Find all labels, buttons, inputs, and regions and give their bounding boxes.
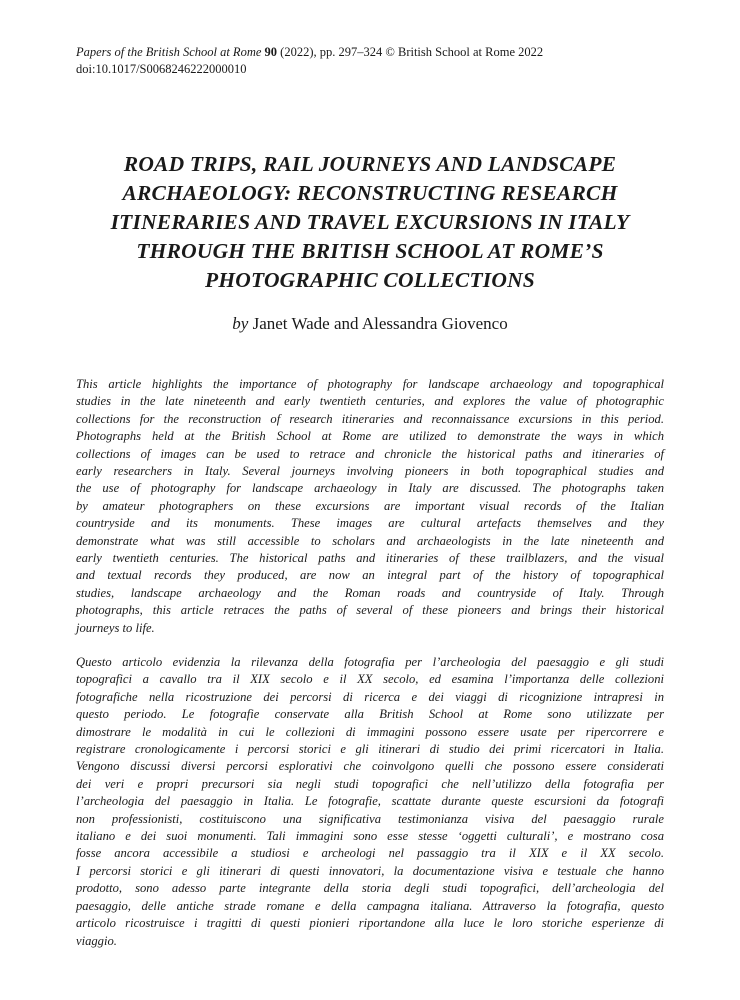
abstract-line: articolo ricostruisce i tragitti di questi pionieri riportandone alla luce le loro storiche esperienze di (76, 916, 664, 931)
abstract-line: paesaggio, delle antiche strade romane e della campagna italiana. Attraverso la fotografia, questo (76, 898, 664, 913)
abstract-line: questo periodo. Le fotografie conservate alla British School at Rome sono utilizzate per (76, 707, 664, 722)
abstract-line: the use of photography for landscape archaeology in Italy are discussed. The photographs taken (76, 481, 664, 496)
abstract-line: journeys to life. (76, 620, 155, 635)
doi: doi:10.1017/S0068246222000010 (76, 62, 247, 76)
journal-year-pages: (2022), pp. 297–324 © British School at Rome 2022 (280, 45, 544, 59)
abstract-line: by amateur photographers on these excursions are important visual records of the Italian (76, 498, 664, 513)
abstract-line: viaggio. (76, 933, 117, 948)
title-line: THROUGH THE BRITISH SCHOOL AT ROME’S (136, 239, 604, 263)
abstract-line: l’archeologia del paesaggio in Italia. Le fotografie, scattate durante queste escursioni da fotografi (76, 794, 664, 809)
abstract-line: fosse ancora accessibile a studiosi e archeologi nel passaggio tra il XIX e il XX secolo. (76, 846, 664, 861)
abstract-line: Questo articolo evidenzia la rilevanza della fotografia per l’archeologia del paesaggio e gli studi (76, 655, 664, 669)
abstract-line: studies, landscape archaeology and the Roman roads and countryside of Italy. Through (76, 585, 664, 600)
abstract-line: italiano e dei suoi monumenti. Tali immagini sono esse stesse ‘oggetti culturali’, e mostrano cosa (76, 829, 664, 844)
abstract-line: early twentieth centuries. The historical paths and itineraries of these trailblazers, and the visual (76, 551, 664, 566)
abstract-line: countryside and its monuments. These images are cultural artefacts themselves and they (76, 516, 664, 531)
abstract-line: photographs, this article retraces the paths of several of these pioneers and brings their historical (76, 603, 664, 618)
title-line: PHOTOGRAPHIC COLLECTIONS (205, 268, 535, 292)
abstract-line: collections of images can be used to retrace and chronicle the historical paths and itineraries of (76, 446, 664, 461)
byline-by: by (232, 314, 249, 333)
abstract-line: and textual records they produced, are now an integral part of the history of topographical (76, 568, 664, 583)
abstract-line: registrare cronologicamente i percorsi storici e gli itinerari di studio dei primi ricercatori in Italia. (76, 742, 664, 757)
title-line: ITINERARIES AND TRAVEL EXCURSIONS IN ITALY (110, 210, 630, 234)
abstract-italian (76, 654, 664, 950)
journal-volume: 90 (264, 45, 278, 59)
abstract-line: dimostrare le modalità in cui le collezioni di immagini possono essere usate per ripercorrere e (76, 724, 664, 739)
abstract-line: dei veri e propri precursori sia negli studi topografici che nell’utilizzo della fotografia per (76, 776, 664, 791)
title-line: ARCHAEOLOGY: RECONSTRUCTING RESEARCH (122, 181, 618, 205)
byline (70, 313, 670, 335)
abstract-line: non professionisti, costituiscono una significativa testimonianza visiva del paesaggio rurale (76, 811, 664, 826)
abstract-english (76, 376, 664, 637)
running-head (76, 44, 676, 78)
authors: Janet Wade and Alessandra Giovenco (252, 314, 508, 333)
abstract-line: fotografiche nella ricostruzione dei percorsi di ricerca e dei viaggi di ricognizione intrapresi in (76, 689, 664, 704)
abstract-line: I percorsi storici e gli itinerari di questi innovatori, la documentazione visiva e testuale che hanno (76, 863, 664, 878)
journal-name: Papers of the British School at Rome (76, 45, 262, 59)
abstract-line: demonstrate what was still accessible to scholars and archaeologists in the late nineteenth and (76, 533, 664, 548)
title-line: ROAD TRIPS, RAIL JOURNEYS AND LANDSCAPE (123, 152, 617, 176)
abstract-line: collections for the reconstruction of research itineraries and reconnaissance excursions in this period. (76, 411, 664, 426)
article-title (70, 150, 670, 295)
abstract-line: early researchers in Italy. Several journeys involving pioneers in both topographical studies and (76, 464, 664, 479)
abstract-line: Photographs held at the British School at Rome are utilized to demonstrate the ways in which (76, 429, 664, 444)
abstract-line: prodotto, sono adesso parte integrante della storia degli studi topografici, dell’archeologia del (76, 881, 664, 896)
abstract-line: studies in the late nineteenth and early twentieth centuries, and explores the value of photographic (76, 394, 664, 409)
abstract-line: This article highlights the importance of photography for landscape archaeology and topographical (76, 377, 664, 391)
abstract-line: Vengono discussi diversi percorsi esplorativi che coinvolgono quelli che possono essere considerati (76, 759, 664, 774)
abstract-line: topografici a cavallo tra il XIX secolo e il XX secolo, ed esamina l’importanza delle collezioni (76, 672, 664, 687)
